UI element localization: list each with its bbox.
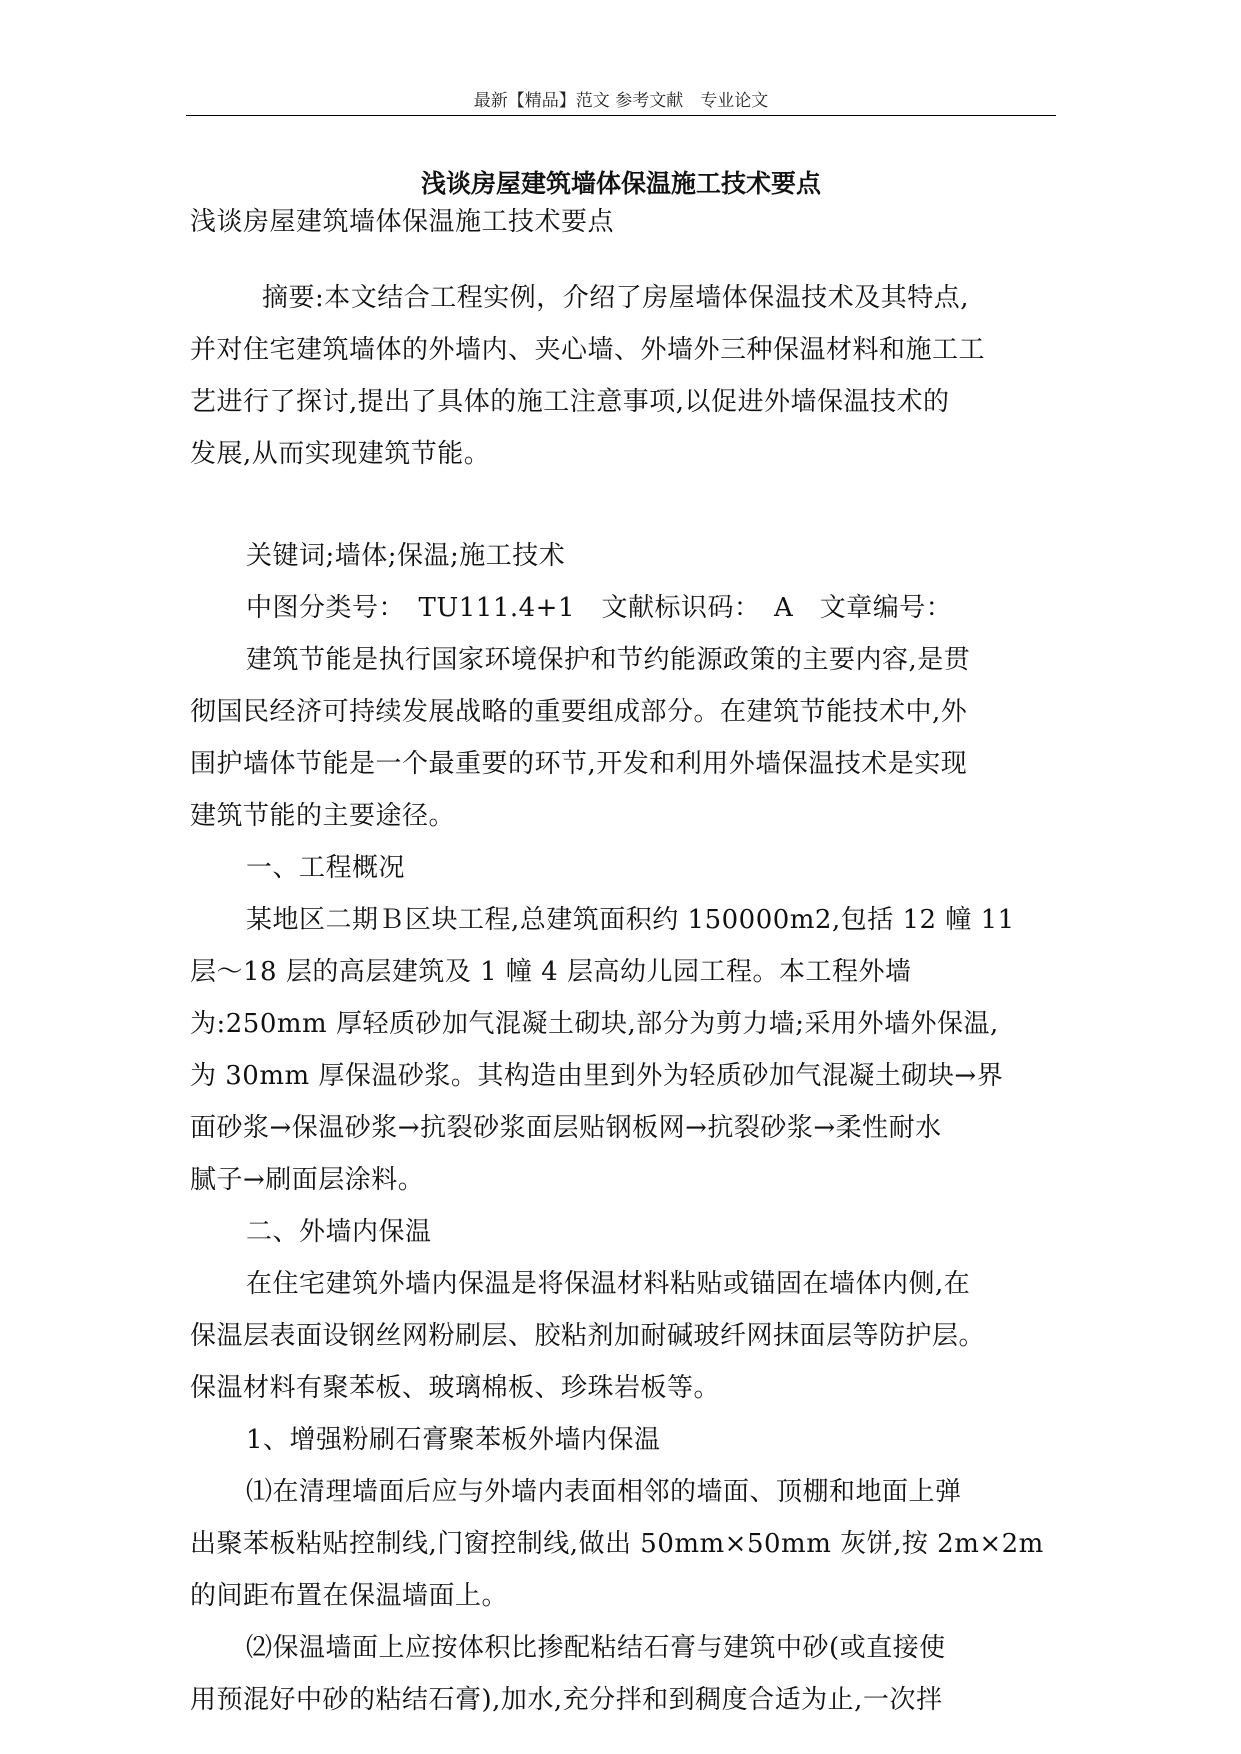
item-line: ⑵保温墙面上应按体积比掺配粘结石膏与建筑中砂(或直接使 bbox=[246, 1633, 946, 1663]
abstract-line: 发展,从而实现建筑节能。 bbox=[190, 439, 491, 469]
section-line: 保温材料有聚苯板、玻璃棉板、珍珠岩板等。 bbox=[190, 1373, 721, 1403]
section-line: 层～18 层的高层建筑及 1 幢 4 层高幼儿园工程。本工程外墙 bbox=[190, 957, 912, 987]
section-line: 为:250mm 厚轻质砂加气混凝土砌块,部分为剪力墙;采用外墙外保温, bbox=[190, 1009, 999, 1039]
item-line: ⑴在清理墙面后应与外墙内表面相邻的墙面、顶棚和地面上弹 bbox=[246, 1477, 962, 1507]
item-line: 用预混好中砂的粘结石膏),加水,充分拌和到稠度合适为止,一次拌 bbox=[190, 1685, 943, 1715]
abstract-line: 摘要:本文结合工程实例，介绍了房屋墙体保温技术及其特点, bbox=[262, 283, 970, 313]
abstract-block bbox=[190, 272, 1060, 480]
intro-line: 建筑节能的主要途径。 bbox=[190, 801, 456, 831]
section-heading: 二、外墙内保温 bbox=[246, 1217, 432, 1247]
section-line: 面砂浆→保温砂浆→抗裂砂浆面层贴钢板网→抗裂砂浆→柔性耐水 bbox=[190, 1113, 942, 1143]
keywords: 关键词;墙体;保温;施工技术 bbox=[246, 541, 566, 571]
intro-line: 建筑节能是执行国家环境保护和节约能源政策的主要内容,是贯 bbox=[246, 645, 971, 675]
item-line: 出聚苯板粘贴控制线,门窗控制线,做出 50mm×50mm 灰饼,按 2m×2m bbox=[190, 1529, 1044, 1559]
document-subtitle: 浅谈房屋建筑墙体保温施工技术要点 bbox=[190, 207, 615, 237]
section-line: 保温层表面设钢丝网粉刷层、胶粘剂加耐碱玻纤网抹面层等防护层。 bbox=[190, 1321, 986, 1351]
section-line: 某地区二期Ｂ区块工程,总建筑面积约 150000m2,包括 12 幢 11 bbox=[246, 905, 1015, 935]
header-divider bbox=[186, 115, 1056, 116]
section-line: 腻子→刷面层涂料。 bbox=[190, 1165, 425, 1195]
abstract-line: 艺进行了探讨,提出了具体的施工注意事项,以促进外墙保温技术的 bbox=[190, 387, 950, 417]
metadata-block bbox=[190, 530, 1060, 1726]
intro-line: 围护墙体节能是一个最重要的环节,开发和利用外墙保温技术是实现 bbox=[190, 749, 968, 779]
item-line: 的间距布置在保温墙面上。 bbox=[190, 1581, 509, 1611]
section-line: 为 30mm 厚保温砂浆。其构造由里到外为轻质砂加气混凝土砌块→界 bbox=[190, 1061, 1004, 1091]
section-line: 在住宅建筑外墙内保温是将保温材料粘贴或锚固在墙体内侧,在 bbox=[246, 1269, 971, 1299]
intro-line: 彻国民经济可持续发展战略的重要组成部分。在建筑节能技术中,外 bbox=[190, 697, 968, 727]
page-header: 最新【精品】范文 参考文献 专业论文 bbox=[473, 91, 769, 111]
document-title: 浅谈房屋建筑墙体保温施工技术要点 bbox=[420, 169, 821, 198]
classification-line: 中图分类号： TU111.4+1 文献标识码： A 文章编号： bbox=[246, 593, 953, 623]
abstract-line: 并对住宅建筑墙体的外墙内、夹心墙、外墙外三种保温材料和施工工 bbox=[190, 335, 986, 365]
document-subtitle-block bbox=[190, 196, 1060, 248]
section-heading: 一、工程概况 bbox=[246, 853, 406, 883]
subsection-heading: 1、增强粉刷石膏聚苯板外墙内保温 bbox=[246, 1425, 661, 1455]
